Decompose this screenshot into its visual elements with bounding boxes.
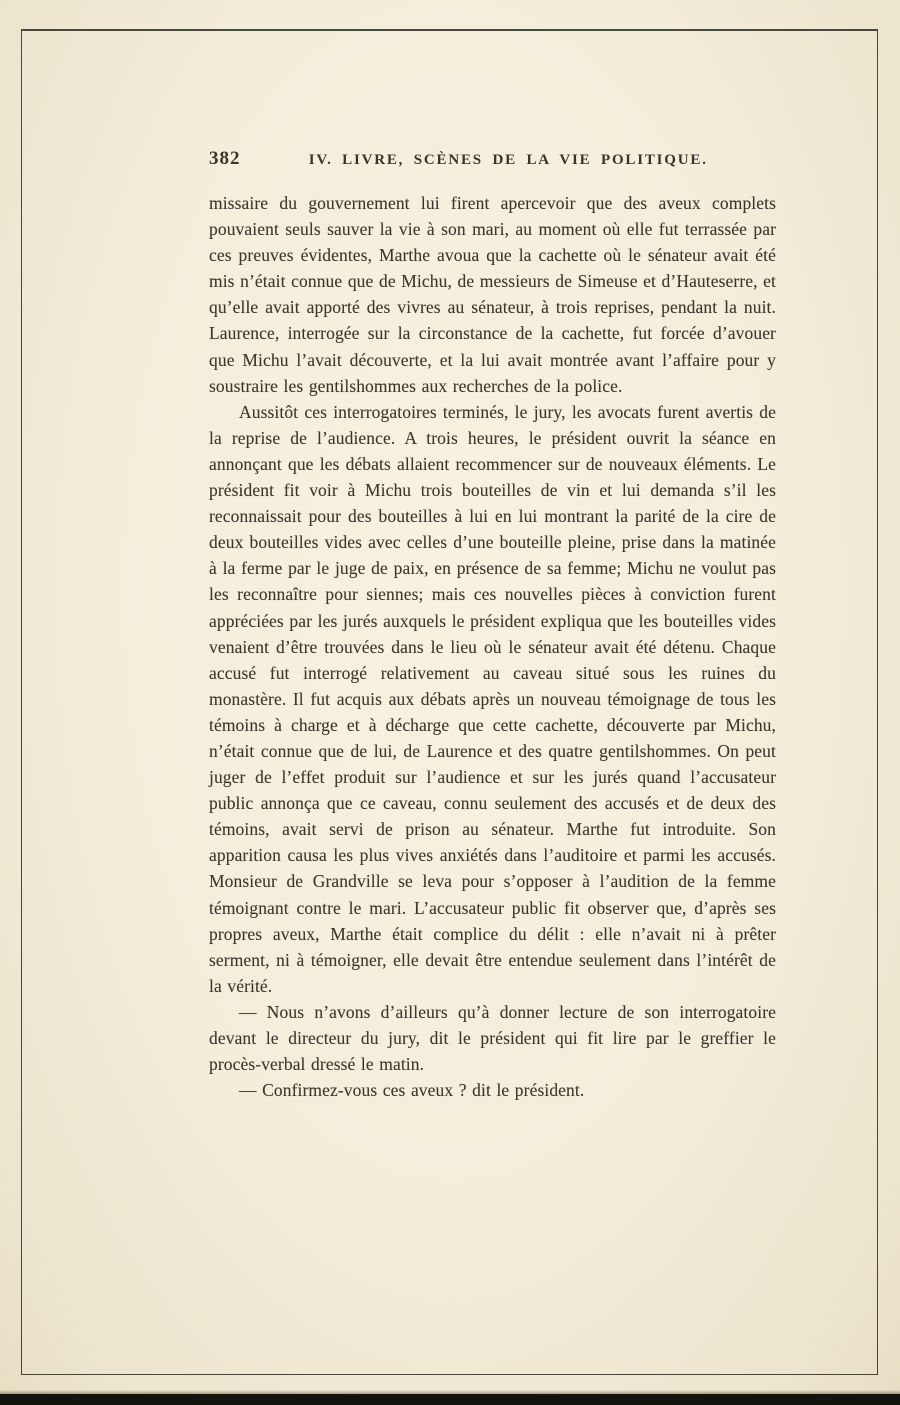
- paragraph-dialogue-confirmez: — Confirmez-vous ces aveux ? dit le président.: [239, 1080, 585, 1101]
- page-header: [209, 148, 776, 170]
- running-title: IV. LIVRE, SCÈNES DE LA VIE POLITIQUE.: [308, 152, 708, 168]
- body-text-block: [209, 190, 776, 1103]
- paragraph-continuation: missaire du gouvernement lui firent apercevoir que des aveux complets pouvaient seuls sauver la vie à son mari, au moment où elle fut terrassée par ces preuves évidentes, Marthe avoua que la cachette où le sénateur avait été mis n’était connue que de Michu, de messieurs de Simeuse et d’Hauteserre, et qu’elle avait apporté des vivres au sénateur, à trois reprises, pendant la nuit. Laurence, interrogée sur la circonstance de la cachette, fut forcée d’avouer que Michu l’avait découverte, et la lui avait montrée avant l’affaire pour y soustraire les gentilshommes aux recherches de la police.: [209, 193, 776, 396]
- page-number: 382: [209, 148, 241, 169]
- scan-edge-bottom: [0, 1394, 900, 1405]
- paragraph-interrogatoires: Aussitôt ces interrogatoires terminés, le jury, les avocats furent avertis de la reprise de l’audience. A trois heures, le président ouvrit la séance en annonçant que les débats allaient recommencer sur de nouveaux éléments. Le président fit voir à Michu trois bouteilles de vin et lui demanda s’il les reconnaissait pour des bouteilles à lui en lui montrant la parité de la cire de deux bouteilles vides avec celles d’une bouteille pleine, prise dans la matinée à la ferme par le juge de paix, en présence de sa femme; Michu ne voulut pas les reconnaître pour siennes; mais ces nouvelles pièces à conviction furent appréciées par les jurés auxquels le président expliqua que les bouteilles vides venaient d’être trouvées dans le lieu où le sénateur avait été détenu. Chaque accusé fut interrogé relativement au caveau situé sous les ruines du monastère. Il fut acquis aux débats après un nouveau témoignage de tous les témoins à charge et à décharge que cette cachette, découverte par Michu, n’était connue que de lui, de Laurence et des quatre gentilshommes. On peut juger de l’effet produit sur l’audience et sur les jurés quand l’accusateur public annonça que ce caveau, connu seulement des accusés et de deux des témoins, avait servi de prison au sénateur. Marthe fut introduite. Son apparition causa les plus vives anxiétés dans l’auditoire et parmi les accusés. Monsieur de Grandville se leva pour s’opposer à l’audition de la femme témoignant contre le mari. L’accusateur public fit observer que, d’après ses propres aveux, Marthe était complice du délit : elle n’avait ni à prêter serment, ni à témoigner, elle devait être entendue seulement dans l’intérêt de la vérité.: [209, 401, 776, 996]
- paragraph-dialogue-president: — Nous n’avons d’ailleurs qu’à donner lecture de son interrogatoire devant le directeur du jury, dit le président qui fit lire par le greffier le procès-verbal dressé le matin.: [209, 1001, 776, 1075]
